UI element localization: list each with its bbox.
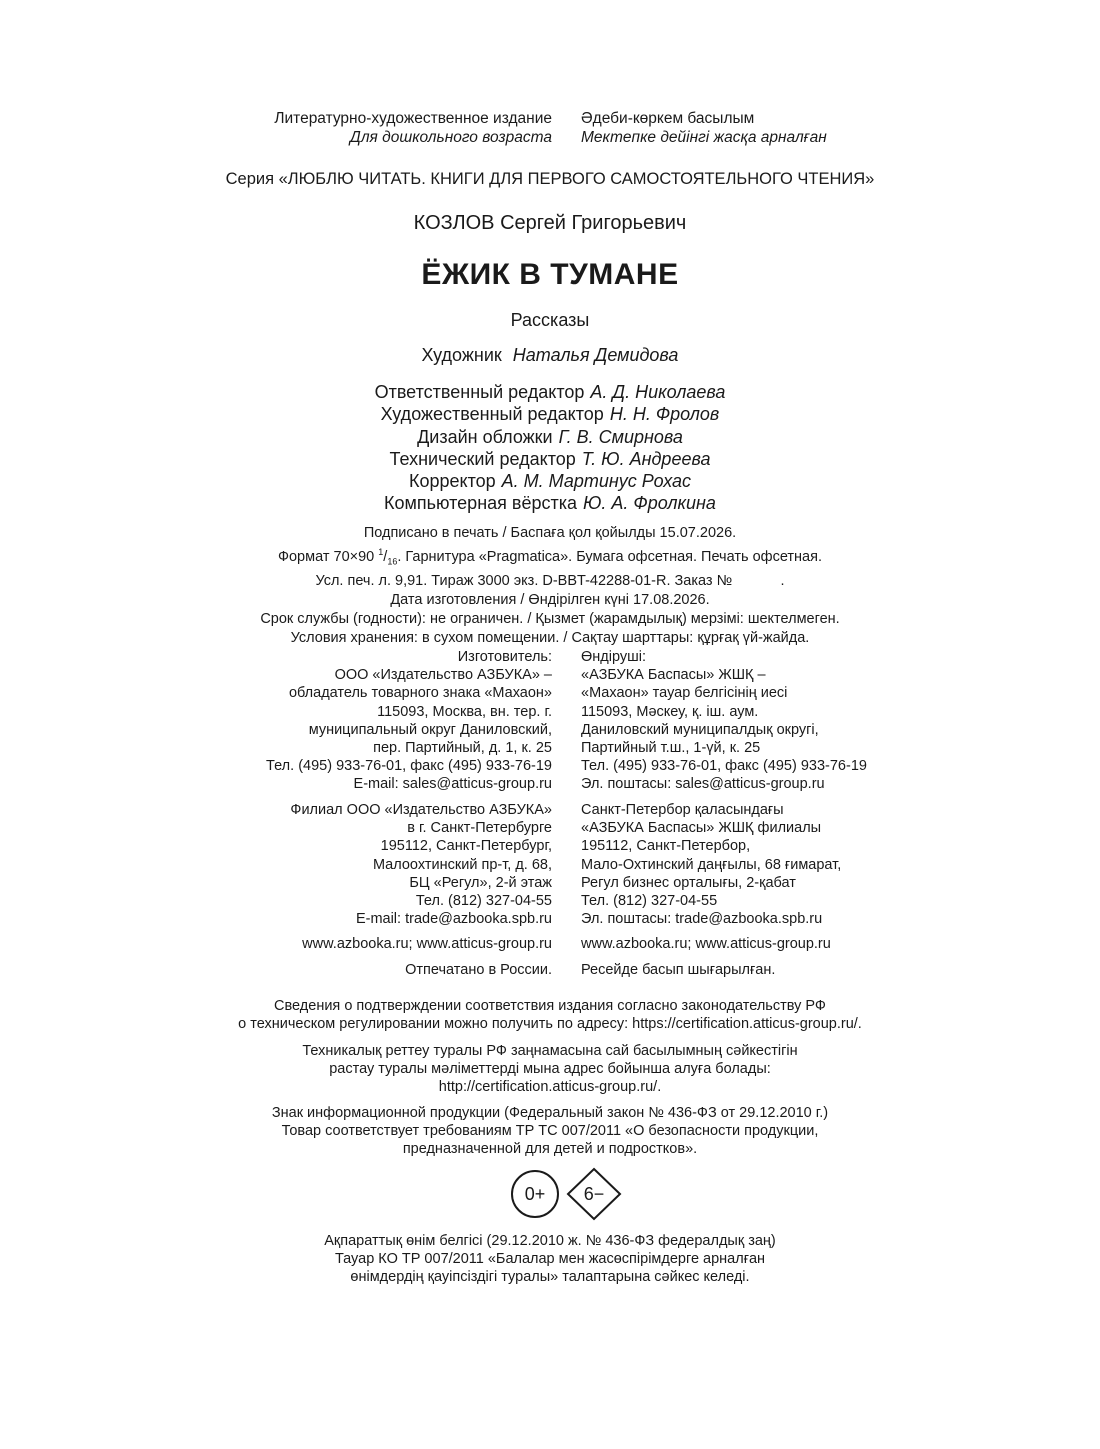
address-line: 115093, Москва, вн. тер. г. — [377, 703, 552, 720]
credit-row — [0, 470, 1100, 492]
address-line: Мало-Охтинский даңғылы, 68 ғимарат, — [581, 856, 842, 873]
address-line: Изготовитель: — [457, 649, 552, 665]
age-group-ru: Для дошкольного возраста — [349, 129, 552, 146]
address-line: БЦ «Регул», 2-й этаж — [409, 874, 552, 891]
edition-type-kz: Әдеби-көркем басылым — [581, 110, 755, 127]
credit-row — [0, 381, 1100, 403]
address-line: Филиал ООО «Издательство АЗБУКА» — [290, 802, 552, 818]
credits-list — [0, 381, 1100, 515]
book-title: ЁЖИК В ТУМАНЕ — [421, 258, 679, 291]
credit-row — [0, 403, 1100, 425]
address-line: 195112, Санкт-Петербор, — [581, 838, 751, 855]
text-line: растау туралы мәліметтерді мына адрес бойынша алуға болады: — [329, 1061, 771, 1078]
address-line: Тел. (495) 933-76-01, факс (495) 933-76-19 — [266, 758, 552, 775]
credit-role: Корректор — [408, 471, 496, 492]
storage-conditions: Условия хранения: в сухом помещении. / Сақтау шарттары: құрғақ үй-жайда. — [290, 629, 810, 646]
address-line: пер. Партийный, д. 1, к. 25 — [373, 740, 552, 757]
certification-kz — [0, 1042, 1100, 1097]
age-diamond-mark — [568, 1169, 620, 1219]
text-line: о техническом регулировании можно получить по адресу: https://certification.atticus-group.ru/. — [238, 1016, 862, 1033]
address-line: Регул бизнес орталығы, 2-қабат — [581, 874, 796, 891]
address-line: Даниловский муниципалдық округі, — [581, 721, 819, 738]
text-line: өнімдердің қауіпсіздігі туралы» талаптарына сәйкес келеді. — [350, 1269, 750, 1286]
address-line: «Махаон» тауар белгісінің иесі — [581, 685, 788, 702]
credit-name: Г. В. Смирнова — [558, 426, 683, 447]
address-line: Малоохтинский пр-т, д. 68, — [372, 856, 552, 873]
address-line: Тел. (812) 327-04-55 — [415, 893, 552, 910]
credit-name: Ю. А. Фролкина — [583, 493, 716, 514]
author-name: КОЗЛОВ Сергей Григорьевич — [413, 212, 687, 234]
credit-row — [0, 492, 1100, 514]
text-line: Техникалық реттеу туралы РФ заңнамасына сай басылымның сәйкестігін — [302, 1043, 798, 1059]
age-diamond-label: 6− — [583, 1184, 605, 1204]
credit-role: Технический редактор — [389, 448, 576, 469]
website-kz: www.azbooka.ru; www.atticus-group.ru — [581, 936, 831, 952]
age-rating-svg — [508, 1166, 628, 1222]
age-group-kz: Мектепке дейінгі жасқа арналған — [581, 129, 827, 146]
info-mark-kz — [0, 1232, 1100, 1287]
format-prefix: Формат 70×90 — [277, 548, 379, 565]
credit-row — [0, 426, 1100, 448]
text-line: Знак информационной продукции (Федеральный закон № 436-ФЗ от 29.12.2010 г.) — [271, 1105, 829, 1121]
service-life: Срок службы (годности): не ограничен. / Қызмет (жарамдылық) мерзімі: шектелмеген. — [260, 610, 840, 627]
certification-ru — [0, 997, 1100, 1033]
address-line: в г. Санкт-Петербурге — [407, 820, 552, 837]
artist-credit — [0, 345, 1100, 366]
text-line: http://certification.atticus-group.ru/. — [438, 1079, 662, 1096]
credit-role: Компьютерная вёрстка — [384, 493, 578, 514]
address-line: ООО «Издательство АЗБУКА» – — [334, 667, 552, 684]
credit-role: Художественный редактор — [380, 404, 604, 425]
email-line: Эл. поштасы: trade@azbooka.spb.ru — [581, 911, 823, 928]
address-line: муниципальный округ Даниловский, — [308, 721, 552, 738]
age-rating-marks — [508, 1166, 628, 1222]
credit-row — [0, 448, 1100, 470]
book-genre: Рассказы — [510, 310, 590, 330]
address-line: «АЗБУКА Баспасы» ЖШҚ филиалы — [581, 820, 822, 837]
text-line: Ақпараттық өнім белгісі (29.12.2010 ж. № 436-ФЗ федералдық заң) — [324, 1233, 776, 1249]
credit-name: А. Д. Николаева — [590, 382, 726, 402]
credit-role: Дизайн обложки — [417, 426, 553, 447]
website-ru: www.azbooka.ru; www.atticus-group.ru — [302, 936, 552, 952]
edition-type-ru: Литературно-художественное издание — [274, 110, 552, 127]
address-line: обладатель товарного знака «Махаон» — [288, 685, 552, 702]
format-suffix: . Гарнитура «Pragmatica». Бумага офсетная. Печать офсетная. — [397, 548, 823, 565]
format-denominator: 16 — [387, 556, 398, 567]
address-line: Тел. (495) 933-76-01, факс (495) 933-76-19 — [581, 758, 867, 775]
artist-name: Наталья Демидова — [512, 345, 679, 365]
text-line: Товар соответствует требованиям ТР ТС 007/2011 «О безопасности продукции, — [281, 1123, 819, 1140]
credit-name: Т. Ю. Андреева — [581, 448, 711, 469]
credit-name: А. М. Мартинус Рохас — [501, 471, 692, 492]
credit-role: Ответственный редактор — [374, 382, 585, 402]
address-line: 115093, Мәскеу, қ. іш. аум. — [581, 703, 759, 720]
print-sheets: Усл. печ. л. 9,91. Тираж 3000 экз. D-BBT-42288-01-R. Заказ № . — [315, 572, 785, 589]
printed-in-ru: Отпечатано в России. — [405, 962, 552, 978]
format-line: Формат 70×90 $^1/_{16}$. Гарнитура «Pragmatica». Бумага офсетная. Печать офсетная. — [277, 547, 823, 567]
email-line: Эл. поштасы: sales@atticus-group.ru — [581, 776, 825, 793]
publisher-address-kz — [581, 648, 867, 794]
branch-address-ru — [290, 801, 552, 928]
series-name: Серия «ЛЮБЛЮ ЧИТАТЬ. КНИГИ ДЛЯ ПЕРВОГО САМОСТОЯТЕЛЬНОГО ЧТЕНИЯ» — [225, 170, 875, 188]
publisher-address-ru — [266, 648, 552, 794]
credit-name: Н. Н. Фролов — [609, 404, 720, 425]
print-details — [0, 524, 1100, 648]
signed-to-print: Подписано в печать / Баспаға қол қойылды 15.07.2026. — [363, 525, 737, 541]
info-mark-ru — [0, 1104, 1100, 1159]
address-line: Тел. (812) 327-04-55 — [581, 893, 718, 910]
address-line: 195112, Санкт-Петербург, — [380, 838, 552, 855]
email-line: E-mail: sales@atticus-group.ru — [353, 776, 552, 793]
address-line: Санкт-Петербор қаласындағы — [581, 802, 784, 818]
manufacture-date: Дата изготовления / Өндірілген күні 17.08.2026. — [390, 591, 710, 608]
text-line: Сведения о подтверждении соответствия издания согласно законодательству РФ — [274, 998, 826, 1014]
artist-role: Художник — [421, 345, 502, 365]
printed-in-kz: Ресейде басып шығарылған. — [581, 962, 776, 978]
format-numerator: 1 — [378, 547, 384, 557]
age-circle-mark — [512, 1171, 558, 1217]
branch-address-kz — [581, 801, 841, 928]
age-circle-label: 0+ — [524, 1184, 546, 1204]
address-line: Партийный т.ш., 1-үй, к. 25 — [581, 740, 761, 757]
edition-header-kz — [581, 109, 827, 147]
address-line: Өндіруші: — [581, 649, 647, 665]
text-line: предназначенной для детей и подростков». — [402, 1141, 698, 1158]
address-line: «АЗБУКА Баспасы» ЖШҚ – — [581, 667, 766, 684]
email-line: E-mail: trade@azbooka.spb.ru — [355, 911, 552, 928]
text-line: Тауар КО ТР 007/2011 «Балалар мен жасөспірімдерге арналған — [334, 1251, 766, 1268]
edition-header-ru — [274, 109, 552, 147]
